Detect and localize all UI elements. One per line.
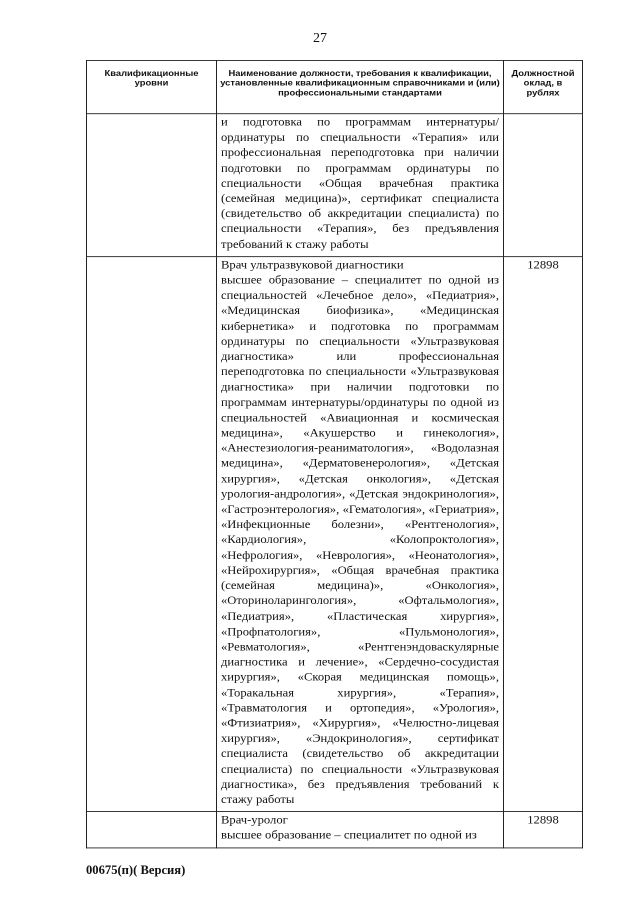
page-number: 27 [313, 31, 327, 46]
table-row [87, 114, 583, 257]
qualification-table [86, 60, 583, 848]
row-description: высшее образование – специалитет по одной из [221, 829, 477, 842]
row-salary [504, 114, 583, 257]
row-cell-position [217, 256, 504, 811]
row-level [87, 812, 217, 848]
row-cell-position [217, 812, 504, 848]
table-row [87, 256, 583, 811]
table-row [87, 812, 583, 848]
document-footer: 00675(п)( Версия) [86, 863, 186, 877]
position-title: Врач ультразвуковой диагностики [221, 258, 404, 272]
header-levels: Квалификационные уровни [87, 60, 217, 113]
row-description: и подготовка по программам интернатуры/ординатуры по специальности «Терапия» или профессиональная переподготовка при наличии подготовки по программам ординатуры по специальности «Общая врачебная практика (семейная медицина)», сертификат специалиста (свидетельство об аккредитации специалиста) по специальности «Терапия», без предъявления требований к стажу работы [217, 114, 504, 257]
position-title: Врач-уролог [221, 813, 288, 827]
row-level [87, 114, 217, 257]
row-level [87, 256, 217, 811]
row-description: высшее образование – специалитет по одной из специальностей «Лечебное дело», «Педиатрия», «Медицинская биофизика», «Медицинская кибернетика» и подготовка по программам ординатуры по специальности «Ультразвуковая диагностика» или профессиональная переподготовка по специальности «Ультразвуковая диагностика» при наличии подготовки по программам интернатуры/ординатуры по одной из специальностей «Авиационная и космическая медицина», «Акушерство и гинекология», «Анестезиология-реаниматология», «Водолазная медицина», «Дерматовенерология», «Детская хирургия», «Детская онкология», «Детская урология-андрология», «Детская эндокринология», «Гастроэнтерология», «Гематология», «Гериатрия», «Инфекционные болезни», «Рентгенология», «Кардиология», «Колопроктология», «Нефрология», «Неврология», «Неонатология», «Нейрохирургия», «Общая врачебная практика (семейная медицина)», «Онкология», «Оториноларингология», «Офтальмология», «Педиатрия», «Пластическая хирургия», «Профпатология», «Пульмонология», «Ревматология», «Рентгенэндоваскулярные диагностика и лечение», «Сердечно-сосудистая хирургия», «Скорая медицинская помощь», «Торакальная хирургия», «Терапия», «Травматология и ортопедия», «Урология», «Фтизиатрия», «Хирургия», «Челюстно-лицевая хирургия», «Эндокринология», сертификат специалиста (свидетельство об аккредитации специалиста) по специальности «Ультразвуковая диагностика», без предъявления требований к стажу работы [221, 273, 499, 806]
header-position-requirements: Наименование должности, требования к квалификации, установленные квалификационным справочниками и (или) профессиональными стандартами [217, 60, 504, 113]
table-header-row [87, 60, 583, 113]
row-salary: 12898 [504, 812, 583, 848]
row-salary: 12898 [504, 256, 583, 811]
header-salary: Должностной оклад, в рублях [504, 60, 583, 113]
